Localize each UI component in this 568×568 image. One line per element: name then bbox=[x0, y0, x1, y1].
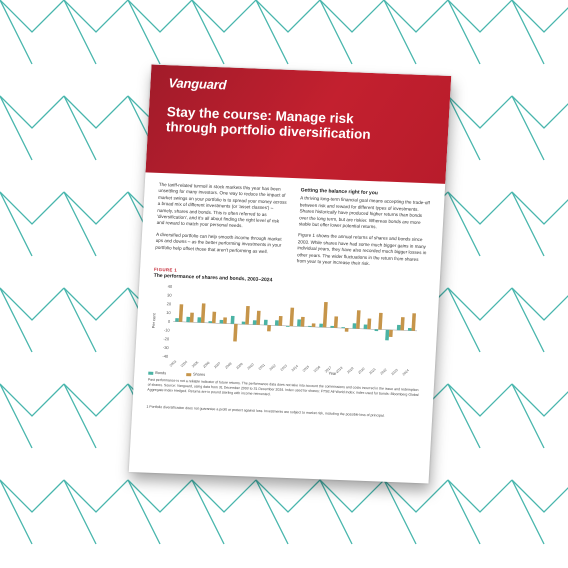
x-tick-label: 2014 bbox=[290, 364, 300, 373]
x-tick-label: 2021 bbox=[368, 367, 377, 376]
paragraph: The tariff-related turmoil in stock markets this year has been unsettling for many investors. One way to reduce the impact of market swings on your portfolio is to spread your money across a broad mix of different investments (or 'asset classes') – namely, shares and bonds. This is often referred to as 'diversification', and it's all about finding the right level of risk and reward to match your personal needs. bbox=[156, 181, 287, 229]
x-tick-label: 2020 bbox=[357, 367, 366, 376]
figure-title: The performance of shares and bonds, 2003–2024 bbox=[153, 273, 273, 284]
brand-logo: Vanguard bbox=[168, 75, 227, 93]
bar-bonds bbox=[397, 325, 401, 330]
x-tick-label: 2024 bbox=[401, 368, 410, 377]
bar-shares bbox=[201, 304, 206, 323]
legend-item-shares: Shares bbox=[186, 373, 205, 378]
document-body bbox=[132, 172, 445, 420]
bar-shares bbox=[323, 302, 328, 327]
paragraph: Figure 1 shows the annual returns of shares and bonds since 2003. While shares have had some much bigger gains in many individual years, they have also recorded much bigger losses in other years. The wider fluctuations in the return from shares from year to year increase their risk. bbox=[296, 232, 427, 267]
bar-shares bbox=[190, 313, 194, 323]
x-tick-label: 2007 bbox=[213, 361, 222, 370]
y-tick-label: 30 bbox=[167, 292, 172, 299]
x-tick-label: 2005 bbox=[190, 360, 200, 369]
x-tick-label: 2009 bbox=[235, 362, 244, 371]
paragraph: A diversified portfolio can help smooth income through market ups and downs – as the better performing investments in your portfolio help offset those that aren't performing as well. bbox=[155, 231, 282, 254]
y-tick-label: -40 bbox=[162, 354, 169, 360]
bar-shares bbox=[278, 316, 282, 326]
bar-shares bbox=[389, 330, 393, 337]
bar-shares bbox=[290, 308, 295, 326]
bar-bonds bbox=[186, 317, 190, 322]
bar-shares bbox=[312, 324, 316, 328]
bar-shares bbox=[233, 324, 238, 342]
x-tick-label: 2015 bbox=[301, 365, 311, 374]
figure-label: FIGURE 1 bbox=[153, 267, 178, 274]
bar-bonds bbox=[330, 326, 334, 328]
x-axis-label: Year bbox=[328, 371, 337, 377]
bar-bonds bbox=[375, 330, 379, 332]
bar-shares bbox=[245, 306, 250, 324]
bar-bonds bbox=[308, 326, 312, 327]
section-heading: Getting the balance right for you bbox=[300, 187, 379, 197]
bar-shares bbox=[356, 311, 361, 329]
bar-bonds bbox=[286, 326, 290, 327]
bar-shares bbox=[367, 319, 371, 330]
bar-bonds bbox=[408, 328, 412, 331]
bar-bonds bbox=[253, 321, 257, 326]
bar-shares bbox=[378, 313, 382, 330]
bar-bonds bbox=[197, 318, 201, 323]
x-tick-label: 2008 bbox=[224, 362, 233, 371]
bar-shares bbox=[267, 326, 271, 332]
bar-shares bbox=[411, 314, 416, 332]
paragraph: A thriving long-term financial goal means accepting the trade-off between risk and reward for different types of investments. Shares historically have produced higher returns than bonds over the long term, but are riskier. Whereas bonds are more stable but offer lower potential returns. bbox=[298, 195, 430, 230]
bar-bonds bbox=[385, 330, 389, 341]
x-tick-label: 2010 bbox=[246, 362, 255, 372]
bar-bonds bbox=[352, 324, 356, 329]
bar-bonds bbox=[219, 320, 223, 324]
document-header bbox=[145, 65, 451, 184]
bar-bonds bbox=[319, 324, 323, 328]
x-tick-label: 2022 bbox=[379, 368, 388, 377]
x-tick-label: 2018 bbox=[335, 366, 344, 375]
bar-bonds bbox=[175, 319, 179, 323]
bar-shares bbox=[345, 329, 349, 333]
legend-item-bonds: Bonds bbox=[148, 371, 166, 376]
bar-bonds bbox=[297, 320, 301, 327]
bar-bonds bbox=[208, 322, 212, 324]
x-tick-label: 2011 bbox=[257, 363, 266, 372]
bar-shares bbox=[334, 317, 338, 328]
bar-chart bbox=[148, 282, 425, 380]
y-tick-label: -20 bbox=[163, 336, 170, 342]
bar-bonds bbox=[231, 316, 235, 324]
bar-bonds bbox=[341, 328, 345, 329]
left-column bbox=[154, 182, 289, 269]
bar-bonds bbox=[364, 325, 368, 330]
y-tick-label: 10 bbox=[166, 310, 171, 316]
bar-shares bbox=[212, 312, 216, 323]
x-tick-label: 2013 bbox=[279, 364, 288, 373]
chart-notes: Past performance is not a reliable indicator of future returns. The performance data does not take into account the commissions and costs incurred in the issue and redemption of shares. Source: Vanguard, using data from 31 December 2003 to 31 December 2024. Index used for shares: FTSE All-World Index; index used for bonds: Bloomberg Global Aggregate Index Hedged. Returns are in pound sterling with income reinvested. bbox=[147, 378, 419, 398]
bar-bonds bbox=[264, 320, 268, 325]
y-tick-label: -30 bbox=[162, 345, 169, 351]
text-columns bbox=[154, 182, 430, 275]
bar-shares bbox=[256, 311, 260, 325]
x-tick-label: 2004 bbox=[179, 360, 189, 369]
x-tick-label: 2006 bbox=[202, 361, 211, 370]
y-axis-label: Per cent bbox=[150, 313, 157, 329]
legend-swatch-bonds bbox=[148, 372, 153, 375]
bar-shares bbox=[179, 305, 184, 323]
right-column bbox=[296, 187, 431, 274]
document-title: Stay the course: Manage risk through portfolio diversification bbox=[165, 104, 372, 142]
x-tick-label: 2017 bbox=[323, 365, 333, 374]
x-tick-label: 2003 bbox=[168, 359, 178, 369]
x-tick-label: 2019 bbox=[346, 366, 355, 375]
y-tick-label: 0 bbox=[167, 319, 171, 325]
x-tick-label: 2012 bbox=[268, 363, 277, 372]
legend-swatch-shares bbox=[186, 373, 191, 376]
bar-shares bbox=[400, 318, 404, 331]
bar-shares bbox=[301, 317, 305, 327]
bar-bonds bbox=[242, 322, 246, 325]
bar-shares bbox=[223, 318, 227, 324]
y-tick-label: -10 bbox=[163, 327, 170, 334]
x-tick-label: 2023 bbox=[390, 368, 399, 377]
footnote: 1 Portfolio diversification does not guarantee a profit or protect against loss. Investments are subject to market risk, including the possible loss of principal. bbox=[146, 404, 385, 418]
x-tick-label: 2016 bbox=[312, 365, 322, 374]
document-page bbox=[129, 65, 452, 484]
bar-bonds bbox=[275, 321, 279, 326]
y-tick-label: 20 bbox=[166, 301, 172, 307]
y-tick-label: 40 bbox=[167, 284, 173, 290]
